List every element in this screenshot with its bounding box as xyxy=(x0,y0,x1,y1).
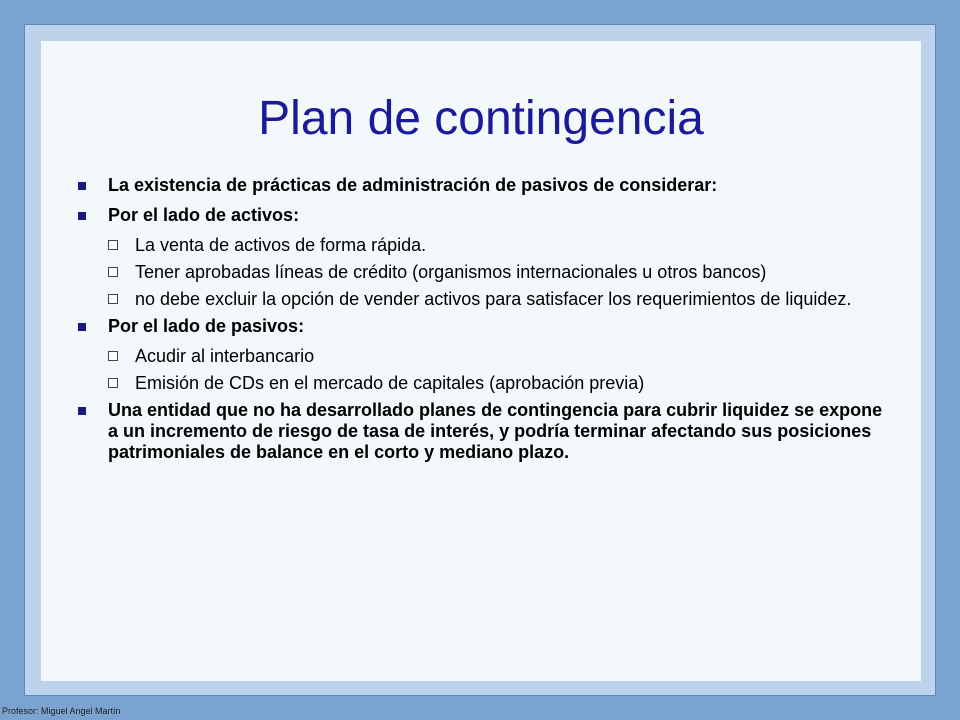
bullet-text: Por el lado de activos: xyxy=(108,205,300,225)
bullet-text: Por el lado de pasivos: xyxy=(108,316,305,336)
bullet-item xyxy=(78,400,888,463)
slide xyxy=(41,41,921,681)
bullet-item xyxy=(78,205,888,226)
square-bullet-icon xyxy=(78,407,86,415)
slide-frame xyxy=(24,24,936,696)
bullet-list xyxy=(78,175,888,472)
bullet-item xyxy=(78,316,888,337)
square-bullet-icon xyxy=(78,212,86,220)
sub-bullet-item xyxy=(108,289,888,310)
sub-bullet-text: no debe excluir la opción de vender activos para satisfacer los requerimientos de liquidez. xyxy=(135,289,852,309)
hollow-square-bullet-icon xyxy=(108,351,118,361)
sub-bullet-text: Tener aprobadas líneas de crédito (organismos internacionales u otros bancos) xyxy=(135,262,767,282)
sub-bullet-text: La venta de activos de forma rápida. xyxy=(135,235,427,255)
hollow-square-bullet-icon xyxy=(108,267,118,277)
hollow-square-bullet-icon xyxy=(108,240,118,250)
sub-bullet-item xyxy=(108,346,888,367)
footer-author: Profesor: Miguel Angel Martín xyxy=(2,706,121,716)
sub-bullet-item xyxy=(108,235,888,256)
hollow-square-bullet-icon xyxy=(108,378,118,388)
bullet-item xyxy=(78,175,888,196)
sub-bullet-item xyxy=(108,373,888,394)
square-bullet-icon xyxy=(78,323,86,331)
bullet-text: La existencia de prácticas de administración de pasivos de considerar: xyxy=(108,175,718,195)
square-bullet-icon xyxy=(78,182,86,190)
hollow-square-bullet-icon xyxy=(108,294,118,304)
sub-bullet-text: Emisión de CDs en el mercado de capitales (aprobación previa) xyxy=(135,373,645,393)
slide-title: Plan de contingencia xyxy=(258,92,704,145)
sub-bullet-item xyxy=(108,262,888,283)
sub-bullet-text: Acudir al interbancario xyxy=(135,346,315,366)
bullet-text: Una entidad que no ha desarrollado planes de contingencia para cubrir liquidez se expone a un incremento de riesgo de tasa de interés, y podría terminar afectando sus posiciones patrimoniales de balance en el corto y mediano plazo. xyxy=(108,400,883,462)
